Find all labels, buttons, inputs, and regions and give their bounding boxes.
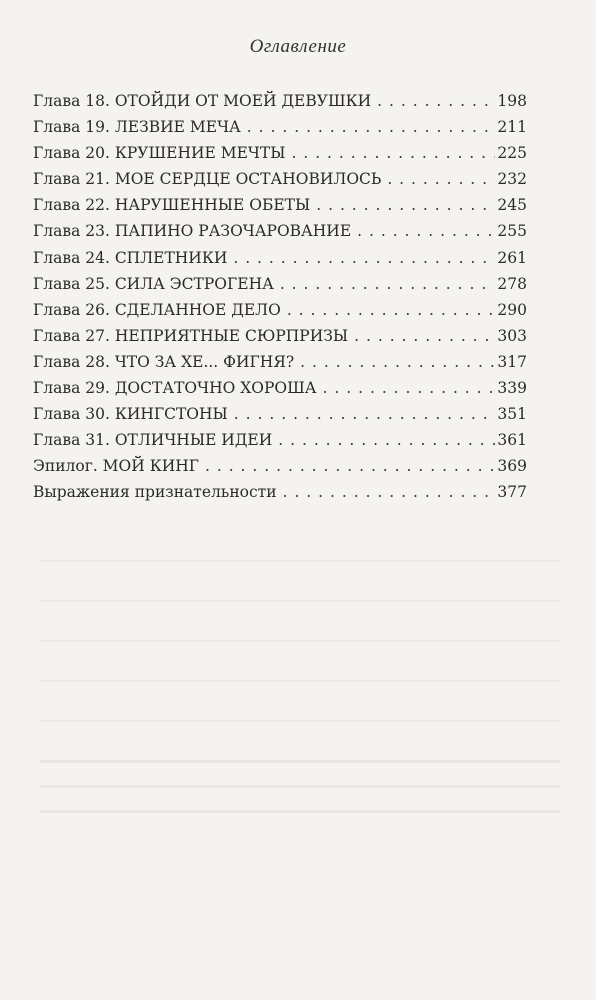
toc-entry-label: Глава 24. СПЛЕТНИКИ [33, 248, 228, 267]
toc-entry-label: Глава 23. ПАПИНО РАЗОЧАРОВАНИЕ [33, 222, 352, 241]
dot-leader [310, 192, 495, 218]
bleed-through-line [40, 680, 560, 682]
toc-entry-label: Глава 28. ЧТО ЗА ХЕ... ФИГНЯ? [33, 352, 295, 371]
bleed-through-line [40, 560, 560, 562]
toc-entry-page: 377 [497, 483, 527, 502]
toc-entry [33, 401, 527, 427]
toc-entry [33, 479, 527, 505]
dot-leader [241, 114, 496, 140]
toc-entry [33, 453, 527, 479]
toc-entry-label: Глава 18. ОТОЙДИ ОТ МОЕЙ ДЕВУШКИ [33, 92, 372, 110]
toc-entry-page: 225 [497, 144, 527, 163]
toc-entry [33, 114, 527, 140]
toc-entry-label: Глава 22. НАРУШЕННЫЕ ОБЕТЫ [33, 196, 311, 215]
dot-leader [381, 166, 495, 192]
dot-leader [285, 140, 495, 166]
toc-entry-label: Эпилог. МОЙ КИНГ [33, 457, 199, 476]
dot-leader [294, 349, 495, 375]
toc-entry [33, 271, 527, 297]
toc-entry-label: Глава 31. ОТЛИЧНЫЕ ИДЕИ [33, 431, 273, 450]
toc-entry-page: 245 [497, 196, 527, 215]
toc-entry [33, 427, 527, 453]
toc-entry-page: 339 [497, 379, 527, 398]
toc-entry [33, 140, 527, 166]
toc-entry-page: 361 [497, 431, 527, 450]
bleed-through-line [40, 785, 560, 788]
toc-entry-page: 303 [497, 326, 527, 345]
toc-entry-label: Выражения признательности [33, 483, 277, 502]
toc-entry-label: Глава 27. НЕПРИЯТНЫЕ СЮРПРИЗЫ [33, 326, 349, 345]
toc-title: Оглавление [249, 36, 347, 57]
bleed-through-line [40, 810, 560, 813]
toc-entry-label: Глава 26. СДЕЛАННОЕ ДЕЛО [33, 300, 281, 319]
toc-entry-page: 232 [497, 170, 527, 189]
toc-entry-page: 255 [497, 222, 527, 241]
toc-entry [33, 88, 527, 114]
toc-entry-page: 211 [497, 118, 527, 137]
dot-leader [199, 453, 495, 479]
toc-entry [33, 192, 527, 218]
toc-entry-label: Глава 30. КИНГСТОНЫ [33, 405, 228, 424]
dot-leader [272, 427, 495, 453]
dot-leader [317, 375, 496, 401]
toc-entry-page: 369 [497, 457, 527, 476]
toc-entry [33, 166, 527, 192]
dot-leader [281, 297, 496, 323]
toc-entry-page: 278 [497, 274, 527, 293]
dot-leader [348, 323, 495, 349]
bleed-through-line [40, 600, 560, 602]
toc-entry-page: 317 [497, 352, 527, 371]
toc-entry [33, 218, 527, 244]
toc-entry [33, 349, 527, 375]
toc-entry [33, 297, 527, 323]
toc-entry-page: 198 [497, 92, 527, 110]
bleed-through-line [40, 640, 560, 642]
dot-leader [351, 218, 495, 244]
toc-entry-page: 351 [497, 405, 527, 424]
dot-leader [277, 479, 496, 505]
dot-leader [227, 245, 495, 271]
toc-entry [33, 323, 527, 349]
toc-entry-label: Глава 19. ЛЕЗВИЕ МЕЧА [33, 118, 241, 137]
toc-entry-page: 290 [497, 300, 527, 319]
dot-leader [228, 401, 496, 427]
toc-entry-label: Глава 21. МОЕ СЕРДЦЕ ОСТАНОВИЛОСЬ [33, 170, 382, 189]
bleed-through-line [40, 760, 560, 763]
toc-entry-label: Глава 29. ДОСТАТОЧНО ХОРОША [33, 379, 317, 398]
dot-leader [371, 88, 495, 114]
toc-entry [33, 245, 527, 271]
toc-entry-label: Глава 20. КРУШЕНИЕ МЕЧТЫ [33, 144, 286, 163]
dot-leader [274, 271, 496, 297]
bleed-through-line [40, 720, 560, 722]
toc-entry [33, 375, 527, 401]
toc-list [33, 88, 527, 506]
toc-entry-page: 261 [497, 248, 527, 267]
toc-entry-label: Глава 25. СИЛА ЭСТРОГЕНА [33, 274, 274, 293]
